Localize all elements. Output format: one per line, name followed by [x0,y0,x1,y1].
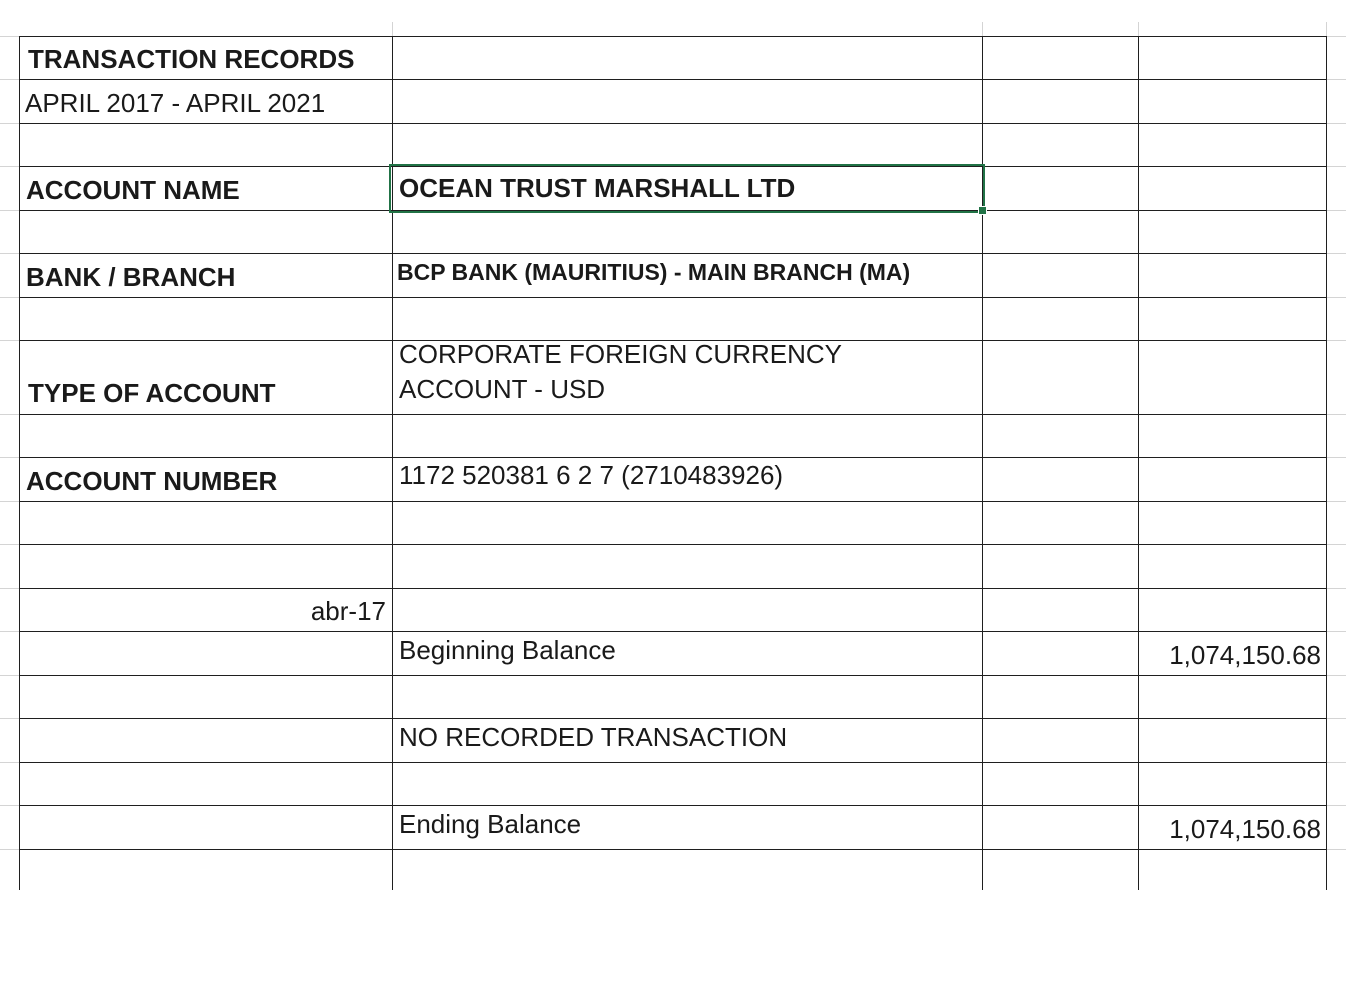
active-cell-selection[interactable] [389,164,985,213]
table-border [19,414,1327,415]
account-name-label[interactable]: ACCOUNT NAME [26,175,240,205]
account-type-value[interactable]: CORPORATE FOREIGN CURRENCY ACCOUNT - USD [399,339,842,404]
period-range[interactable]: APRIL 2017 - APRIL 2021 [25,88,326,118]
beginning-balance-label[interactable]: Beginning Balance [399,635,616,665]
account-name-value[interactable]: OCEAN TRUST MARSHALL LTD [399,173,796,203]
account-type-label[interactable]: TYPE OF ACCOUNT [28,378,276,408]
gridline [392,22,393,37]
sheet-title[interactable]: TRANSACTION RECORDS [28,44,355,74]
table-border [19,849,1327,850]
no-transaction-note[interactable]: NO RECORDED TRANSACTION [399,722,788,752]
gridline [982,22,983,37]
table-border [19,631,1327,632]
bank-branch-value[interactable]: BCP BANK (MAURITIUS) - MAIN BRANCH (MA) [397,259,911,285]
ending-balance-label[interactable]: Ending Balance [399,809,582,839]
beginning-balance-amount[interactable]: 1,074,150.68 [1169,640,1321,670]
account-number-value[interactable]: 1172 520381 6 2 7 (2710483926) [399,460,784,490]
table-border [19,123,1327,124]
table-border [19,297,1327,298]
table-border [19,544,1327,545]
table-border [19,501,1327,502]
table-border [1138,36,1139,890]
table-border [19,718,1327,719]
table-border [19,762,1327,763]
table-border [19,79,1327,80]
gridline [1326,22,1327,37]
account-number-label[interactable]: ACCOUNT NUMBER [26,466,278,496]
table-border [19,457,1327,458]
fill-handle[interactable] [978,206,987,215]
table-border [19,36,20,890]
bank-branch-label[interactable]: BANK / BRANCH [26,262,236,292]
table-border [19,805,1327,806]
table-border [19,36,1327,37]
table-border [19,253,1327,254]
month-cell[interactable]: abr-17 [310,596,386,626]
table-border [19,675,1327,676]
ending-balance-amount[interactable]: 1,074,150.68 [1169,814,1321,844]
gridline [1138,22,1139,37]
table-border [19,588,1327,589]
table-border [1326,36,1327,890]
